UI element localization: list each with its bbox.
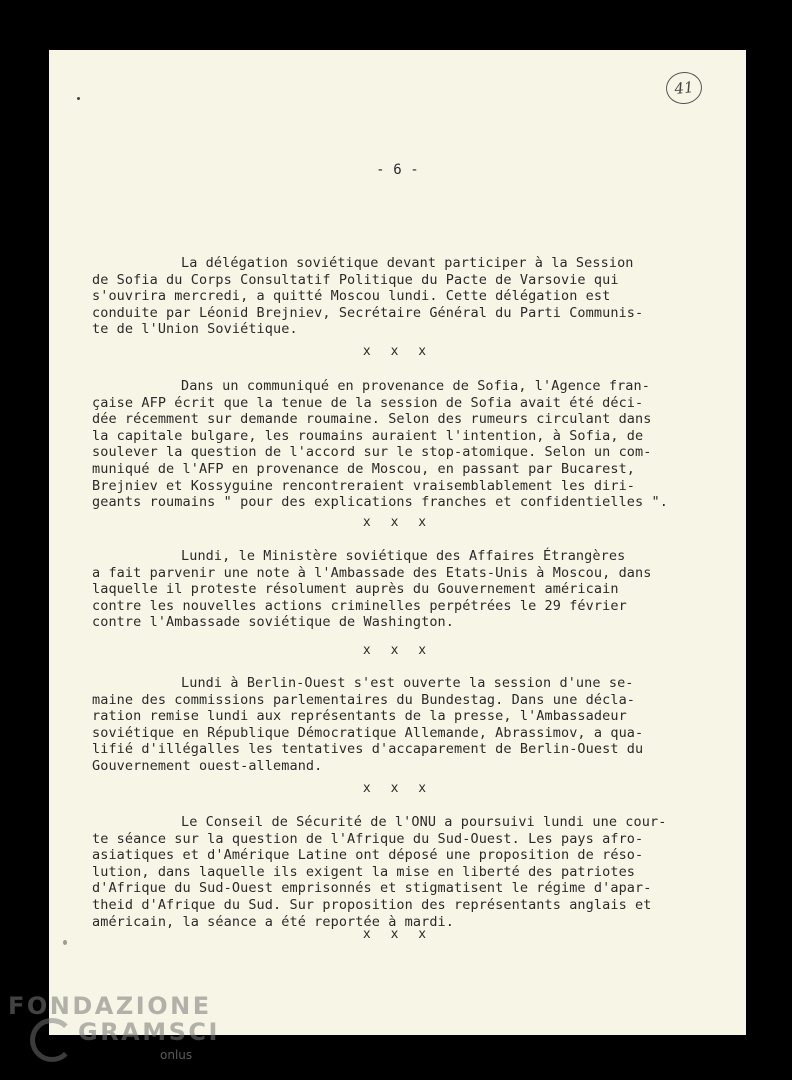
text-line: Lundi, le Ministère soviétique des Affaires Étrangères	[181, 548, 626, 564]
text-line: lifié d'illégalles les tentatives d'accaparement de Berlin-Ouest du	[92, 741, 644, 758]
text-line: américain, la séance a été reportée à mardi.	[92, 913, 455, 930]
separator: x x x	[362, 927, 433, 942]
text-line: Brejniev et Kossyguine rencontreraient vraisemblablement les diri-	[92, 477, 636, 494]
watermark-subtitle: onlus	[160, 1048, 193, 1062]
text-line: conduite par Léonid Brejniev, Secrétaire Général du Parti Communis-	[92, 304, 644, 321]
paragraph-4	[92, 675, 732, 775]
text-line: la capitale bulgare, les roumains auraient l'intention, à Sofia, de	[92, 427, 644, 444]
text-line: soviétique en République Démocratique Allemande, Abrassimov, a qua-	[92, 724, 644, 741]
text-line: de Sofia du Corps Consultatif Politique du Pacte de Varsovie qui	[92, 271, 619, 288]
text-line: Lundi à Berlin-Ouest s'est ouverte la session d'une se-	[181, 675, 634, 691]
page-number: - 6 -	[376, 162, 419, 178]
text-line: geants roumains " pour des explications franches et confidentielles ".	[92, 494, 668, 511]
text-line: Gouvernement ouest-allemand.	[92, 757, 323, 774]
paragraph-1	[92, 255, 732, 338]
archive-number-stamp: 41	[664, 70, 703, 106]
text-line: te de l'Union Soviétique.	[92, 321, 298, 338]
text-line: çaise AFP écrit que la tenue de la session de Sofia avait été déci-	[92, 394, 644, 411]
text-line: dée récemment sur demande roumaine. Selon des rumeurs circulant dans	[92, 411, 652, 428]
text-line: contre l'Ambassade soviétique de Washington.	[92, 614, 455, 631]
text-line: asiatiques et d'Amérique Latine ont déposé une proposition de réso-	[92, 847, 644, 864]
text-line: s'ouvrira mercredi, a quitté Moscou lundi. Cette délégation est	[92, 288, 611, 305]
text-line: Le Conseil de Sécurité de l'ONU a poursuivi lundi une cour-	[181, 814, 667, 830]
document-page	[49, 50, 746, 1035]
paper-speck	[77, 97, 80, 100]
text-line: d'Afrique du Sud-Ouest emprisonnés et stigmatisent le régime d'apar-	[92, 880, 652, 897]
paragraph-5	[92, 814, 732, 930]
text-line: theid d'Afrique du Sud. Sur proposition des représentants anglais et	[92, 896, 652, 913]
text-line: soulever la question de l'accord sur le stop-atomique. Selon un com-	[92, 444, 652, 461]
text-line: a fait parvenir une note à l'Ambassade des Etats-Unis à Moscou, dans	[92, 564, 652, 581]
text-line: La délégation soviétique devant participer à la Session	[181, 255, 634, 271]
text-line: contre les nouvelles actions criminelles perpétrées le 29 février	[92, 597, 627, 614]
paper-speck	[63, 940, 67, 945]
separator: x x x	[362, 344, 433, 359]
paragraph-3	[92, 548, 732, 631]
text-line: lution, dans laquelle ils exigent la mise en liberté des patriotes	[92, 863, 636, 880]
text-line: maine des commissions parlementaires du Bundestag. Dans une décla-	[92, 691, 636, 708]
text-line: ration remise lundi aux représentants de la presse, l'Ambassadeur	[92, 708, 627, 725]
text-line: muniqué de l'AFP en provenance de Moscou, en passant par Bucarest,	[92, 460, 636, 477]
text-line: Dans un communiqué en provenance de Sofia, l'Agence fran-	[181, 378, 650, 394]
paragraph-2	[92, 378, 732, 511]
text-line: laquelle il proteste résolument auprès du Gouvernement américain	[92, 581, 619, 598]
separator: x x x	[362, 781, 433, 796]
text-line: te séance sur la question de l'Afrique du Sud-Ouest. Les pays afro-	[92, 830, 644, 847]
watermark-line1: FONDAZIONE	[8, 992, 212, 1020]
watermark-line2: GRAMSCI	[78, 1018, 220, 1046]
separator: x x x	[362, 643, 433, 658]
separator: x x x	[362, 515, 433, 530]
